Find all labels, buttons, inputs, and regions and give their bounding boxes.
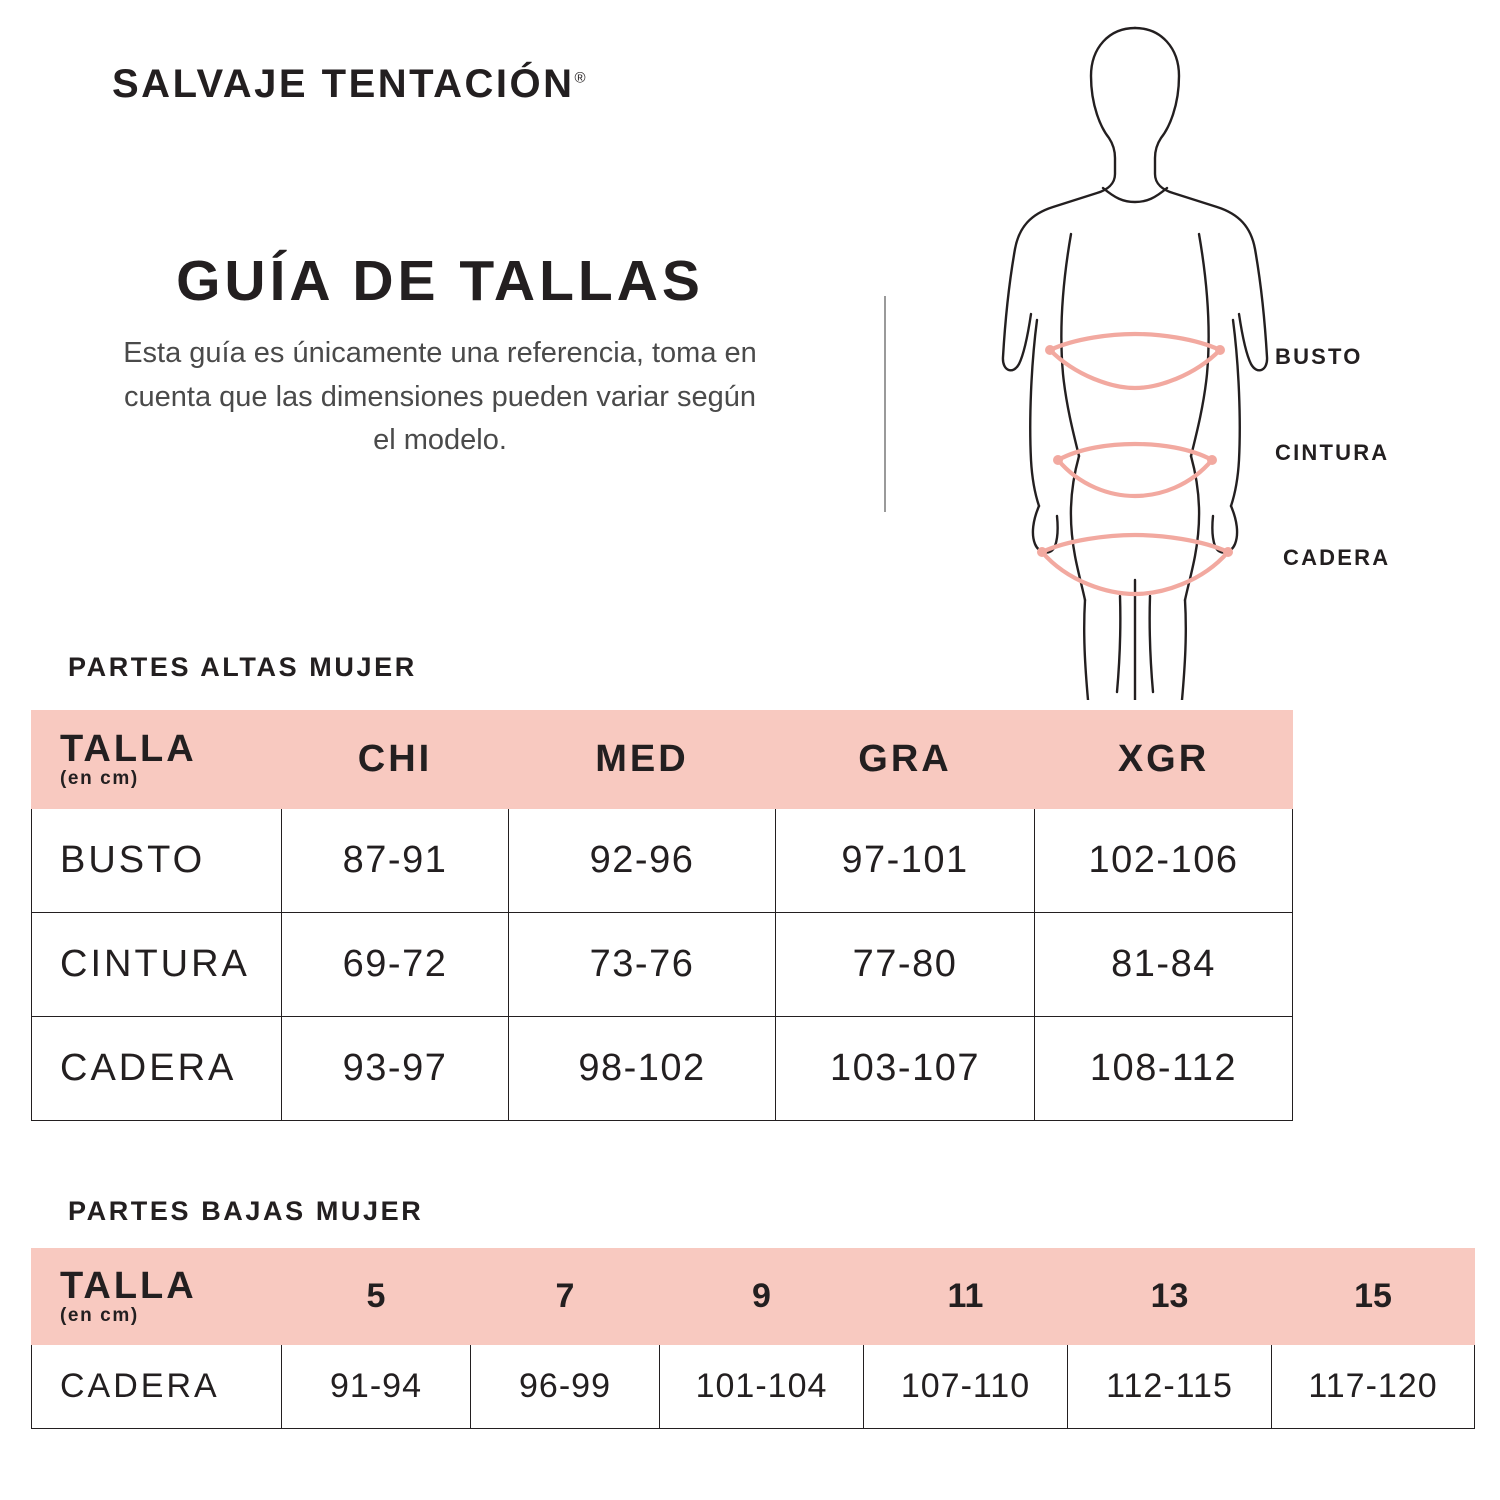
- table-cell: 92-96: [509, 809, 776, 913]
- row-header: BUSTO: [32, 809, 282, 913]
- figure-label-group: [1275, 0, 1485, 680]
- corner-sublabel: (en cm): [60, 1305, 139, 1327]
- table-row: [32, 913, 1293, 1017]
- size-table-tops: [31, 710, 1293, 1121]
- column-header: 11: [864, 1249, 1068, 1345]
- size-table-bottoms: [31, 1248, 1475, 1429]
- table-corner-cell: [32, 1249, 282, 1345]
- corner-sublabel: (en cm): [60, 768, 139, 790]
- corner-label: TALLA: [60, 727, 197, 770]
- column-header: XGR: [1035, 711, 1293, 809]
- column-header: 15: [1272, 1249, 1475, 1345]
- column-header: GRA: [776, 711, 1035, 809]
- table-cell: 102-106: [1035, 809, 1293, 913]
- table-cell: 81-84: [1035, 913, 1293, 1017]
- table-cell: 112-115: [1068, 1345, 1272, 1429]
- row-header: CADERA: [32, 1345, 282, 1429]
- table-header-row: [32, 1249, 1475, 1345]
- table-corner-cell: [32, 711, 282, 809]
- table-cell: 98-102: [509, 1017, 776, 1121]
- brand-wordmark: [112, 62, 586, 107]
- brand-name: SALVAJE TENTACIÓN: [112, 62, 575, 106]
- table-row: [32, 1017, 1293, 1121]
- table-cell: 91-94: [282, 1345, 471, 1429]
- table-row: [32, 1345, 1475, 1429]
- table-cell: 93-97: [282, 1017, 509, 1121]
- table-cell: 97-101: [776, 809, 1035, 913]
- table-cell: 101-104: [660, 1345, 864, 1429]
- measurement-endpoints: [1037, 345, 1233, 557]
- column-header: 13: [1068, 1249, 1272, 1345]
- column-header: CHI: [282, 711, 509, 809]
- section-title-bottoms: PARTES BAJAS MUJER: [68, 1196, 424, 1226]
- table-cell: 107-110: [864, 1345, 1068, 1429]
- row-header: CADERA: [32, 1017, 282, 1121]
- figure-label-waist: CINTURA: [1275, 440, 1390, 465]
- table-cell: 69-72: [282, 913, 509, 1017]
- table-row: [32, 809, 1293, 913]
- table-header-row: [32, 711, 1293, 809]
- female-body-figure: [980, 20, 1290, 700]
- intro-block: [60, 248, 820, 463]
- column-header: MED: [509, 711, 776, 809]
- table-cell: 103-107: [776, 1017, 1035, 1121]
- table-cell: 117-120: [1272, 1345, 1475, 1429]
- table-cell: 77-80: [776, 913, 1035, 1017]
- section-title-tops: PARTES ALTAS MUJER: [68, 652, 417, 682]
- intro-description: Esta guía es únicamente una referencia, toma en cuenta que las dimensiones pueden variar según el modelo.: [123, 337, 757, 456]
- figure-label-bust: BUSTO: [1275, 344, 1363, 369]
- body-outline-svg: [980, 20, 1290, 700]
- column-header: 9: [660, 1249, 864, 1345]
- corner-label: TALLA: [60, 1264, 197, 1307]
- table-cell: 96-99: [471, 1345, 660, 1429]
- column-header: 7: [471, 1249, 660, 1345]
- registered-mark-icon: ®: [574, 69, 586, 87]
- column-header: 5: [282, 1249, 471, 1345]
- table-cell: 108-112: [1035, 1017, 1293, 1121]
- row-header: CINTURA: [32, 913, 282, 1017]
- vertical-divider: [884, 296, 886, 512]
- table-cell: 73-76: [509, 913, 776, 1017]
- page-title: GUÍA DE TALLAS: [176, 249, 704, 313]
- figure-label-hip: CADERA: [1283, 545, 1391, 570]
- table-cell: 87-91: [282, 809, 509, 913]
